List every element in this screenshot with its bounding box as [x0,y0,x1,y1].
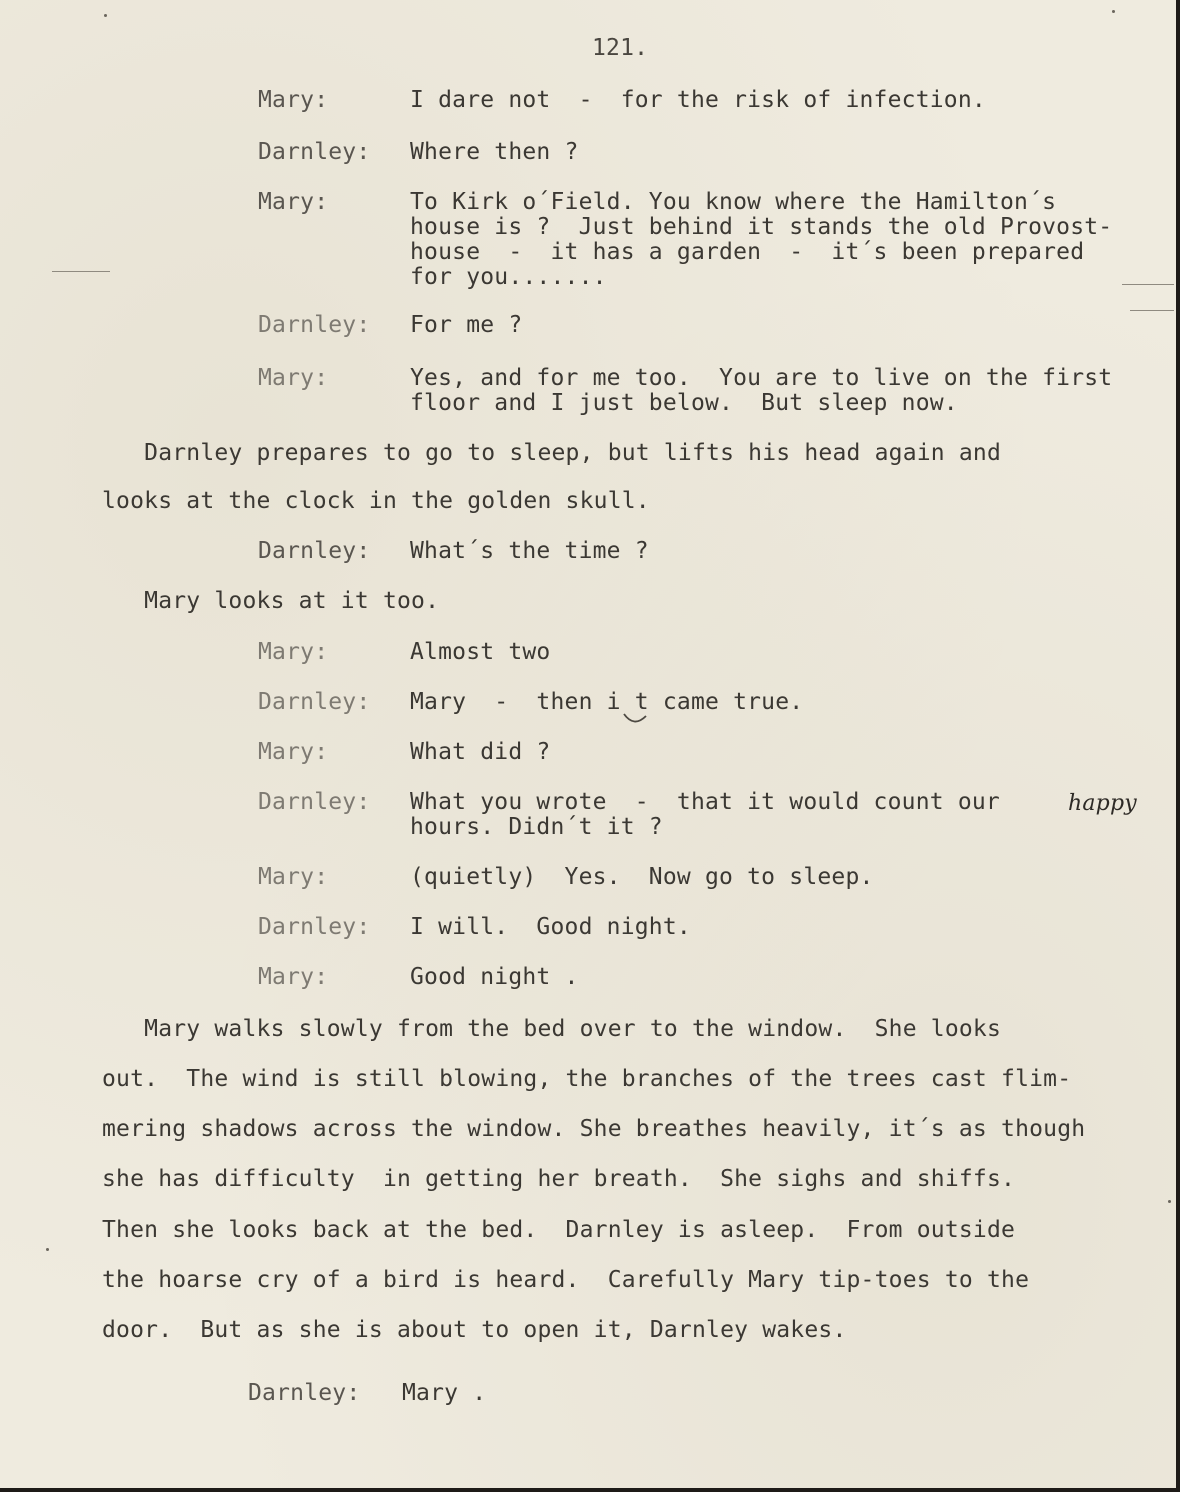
paper-speck [1112,10,1115,13]
dialogue-line: For me ? [410,312,523,338]
dialogue-line: Almost two [410,639,551,665]
stage-direction: looks at the clock in the golden skull. [102,488,650,514]
paper-speck [104,14,107,17]
speaker-label: Mary: [258,189,329,215]
speaker-label: Mary: [258,964,329,990]
speaker-label: Darnley: [258,312,371,338]
dialogue-line: Mary . [402,1380,487,1406]
dialogue-line: house is ? Just behind it stands the old Provost- [410,214,1113,240]
dialogue-line: Mary - then i t came true. [410,689,804,715]
dialogue-line: What you wrote - that it would count our [410,789,1015,815]
stage-direction: Darnley prepares to go to sleep, but lifts his head again and [102,440,1002,466]
dialogue-line: Good night . [410,964,579,990]
dialogue-line: Where then ? [410,139,579,165]
correction-mark [620,712,660,728]
speaker-label: Darnley: [258,914,371,940]
stage-direction: she has difficulty in getting her breath. She sighs and shiffs. [102,1166,1016,1192]
dialogue-line: What did ? [410,739,551,765]
margin-mark-right-2 [1130,310,1174,311]
speaker-label: Mary: [258,639,329,665]
speaker-label: Mary: [258,864,329,890]
stage-direction: the hoarse cry of a bird is heard. Carefully Mary tip-toes to the [102,1267,1030,1293]
dialogue-line: for you....... [410,264,607,290]
dialogue-line: I will. Good night. [410,914,691,940]
dialogue-line: What´s the time ? [410,538,649,564]
dialogue-line: I dare not - for the risk of infection. [410,87,986,113]
stage-direction: door. But as she is about to open it, Darnley wakes. [102,1317,847,1343]
speaker-label: Darnley: [258,538,371,564]
stage-direction: Then she looks back at the bed. Darnley is asleep. From outside [102,1217,1016,1243]
stage-direction: out. The wind is still blowing, the branches of the trees cast flim- [102,1066,1072,1092]
dialogue-line: (quietly) Yes. Now go to sleep. [410,864,874,890]
speaker-label: Mary: [258,365,329,391]
dialogue-line: Yes, and for me too. You are to live on the first [410,365,1113,391]
speaker-label: Darnley: [258,789,371,815]
stage-direction: Mary looks at it too. [102,588,440,614]
paper-speck [1168,1200,1171,1203]
handwritten-insertion: happy [1068,791,1137,816]
paper-speck [46,1248,49,1251]
dialogue-line: To Kirk o´Field. You know where the Hamilton´s [410,189,1057,215]
dialogue-line: hours. Didn´t it ? [410,814,663,840]
stage-direction: mering shadows across the window. She breathes heavily, it´s as though [102,1116,1086,1142]
speaker-label: Mary: [258,87,329,113]
stage-direction: Mary walks slowly from the bed over to the window. She looks [102,1016,1002,1042]
speaker-label: Darnley: [258,139,371,165]
margin-mark-right [1122,284,1174,285]
speaker-label: Darnley: [258,689,371,715]
dialogue-line: house - it has a garden - it´s been prepared [410,239,1085,265]
dialogue-line: floor and I just below. But sleep now. [410,390,958,416]
page-number: 121. [592,35,649,61]
speaker-label: Darnley: [248,1380,361,1406]
margin-mark-left [52,271,110,272]
speaker-label: Mary: [258,739,329,765]
